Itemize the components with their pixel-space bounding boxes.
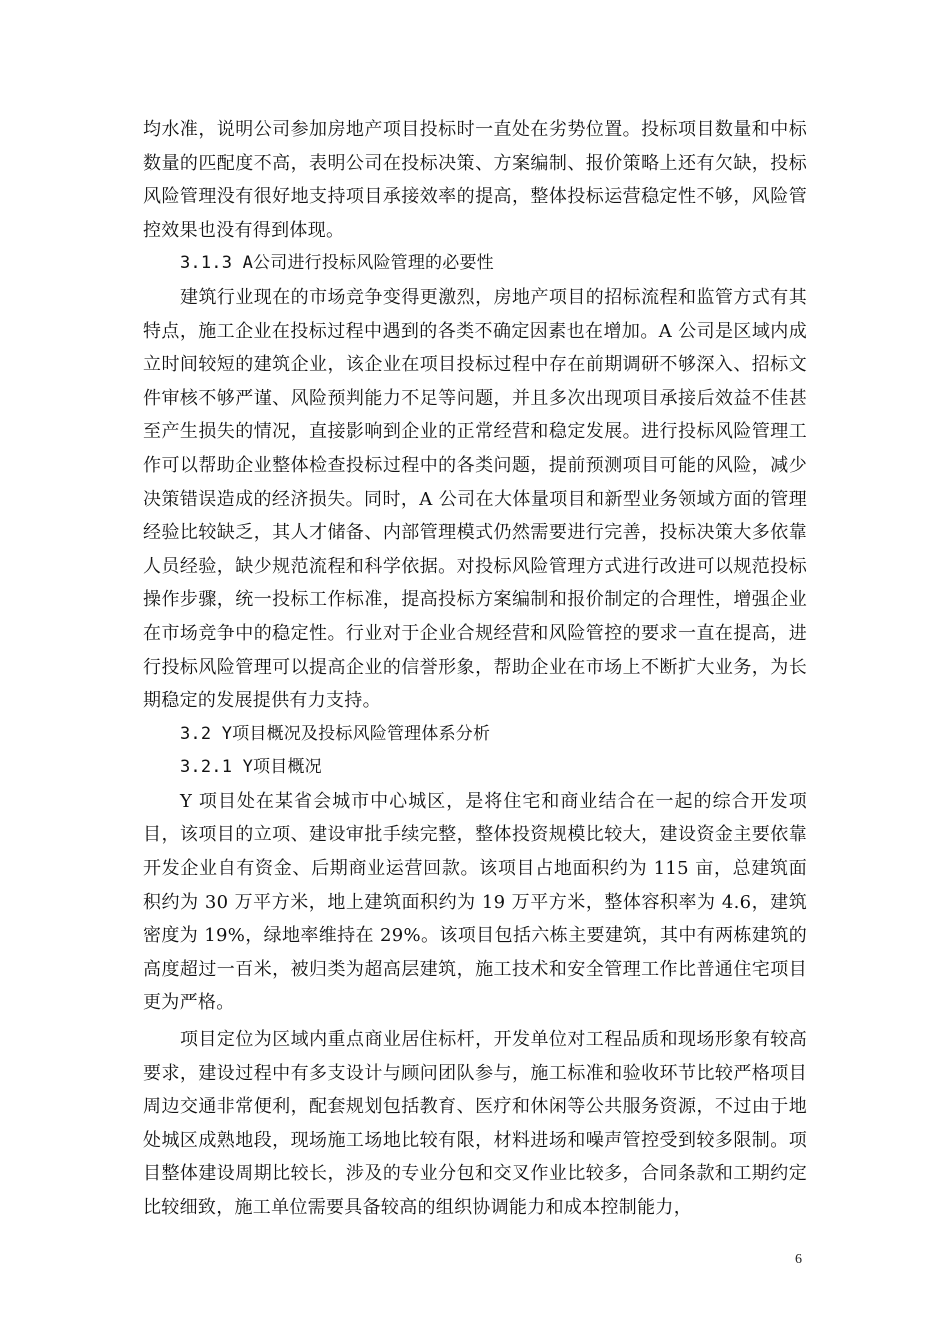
section-heading-3-1-3: 3.1.3 A公司进行投标风险管理的必要性 [180,253,494,274]
paragraph-project-positioning: 项目定位为区域内重点商业居住标杆，开发单位对工程品质和现场形象有较高要求，建设过程中有多支设计与顾问团队参与，施工标准和验收环节比较严格项目周边交通非常便利，配套规划包括教育、医疗和休闲等公共服务资源，不过由于地处城区成熟地段，现场施工场地比较有限，材料进场和噪声管控受到较多限制。项目整体建设周期比较长，涉及的专业分包和交叉作业比较多，合同条款和工期约定比较细致，施工单位需要具备较高的组织协调能力和成本控制能力， [143,1029,807,1218]
paragraph-project-overview: Y 项目处在某省会城市中心城区，是将住宅和商业结合在一起的综合开发项目，该项目的立项、建设审批手续完整，整体投资规模比较大，建设资金主要依靠开发企业自有资金、后期商业运营回款。该项目占地面积约为 115 亩，总建筑面积约为 30 万平方米，地上建筑面积约为 19 万平方米，整体容积率为 4.6，建筑密度为 19%，绿地率维持在 29%。该项目包括六栋主要建筑，其中有两栋建筑的高度超过一百米，被归类为超高层建筑，施工技术和安全管理工作比普通住宅项目更为严格。 [143,790,807,1014]
paragraph-continuation: 均水准，说明公司参加房地产项目投标时一直处在劣势位置。投标项目数量和中标数量的匹配度不高，表明公司在投标决策、方案编制、报价策略上还有欠缺，投标风险管理没有很好地支持项目承接效率的提高，整体投标运营稳定性不够，风险管控效果也没有得到体现。 [143,119,807,241]
section-heading-3-2-1: 3.2.1 Y项目概况 [180,757,322,778]
paragraph-necessity: 建筑行业现在的市场竞争变得更激烈，房地产项目的招标流程和监管方式有其特点，施工企业在投标过程中遇到的各类不确定因素也在增加。A 公司是区域内成立时间较短的建筑企业，该企业在项目投标过程中存在前期调研不够深入、招标文件审核不够严谨、风险预判能力不足等问题，并且多次出现项目承接后效益不佳甚至产生损失的情况，直接影响到企业的正常经营和稳定发展。进行投标风险管理工作可以帮助企业整体检查投标过程中的各类问题，提前预测项目可能的风险，减少决策错误造成的经济损失。同时，A 公司在大体量项目和新型业务领域方面的管理经验比较缺乏，其人才储备、内部管理模式仍然需要进行完善，投标决策大多依靠人员经验，缺少规范流程和科学依据。对投标风险管理方式进行改进可以规范投标操作步骤，统一投标工作标准，提高投标方案编制和报价制定的合理性，增强企业在市场竞争中的稳定性。行业对于企业合规经营和风险管控的要求一直在提高，进行投标风险管理可以提高企业的信誉形象，帮助企业在市场上不断扩大业务，为长期稳定的发展提供有力支持。 [143,286,807,712]
section-heading-3-2: 3.2 Y项目概况及投标风险管理体系分析 [180,723,491,744]
page-number: 6 [795,1252,802,1267]
document-body [143,113,807,1225]
